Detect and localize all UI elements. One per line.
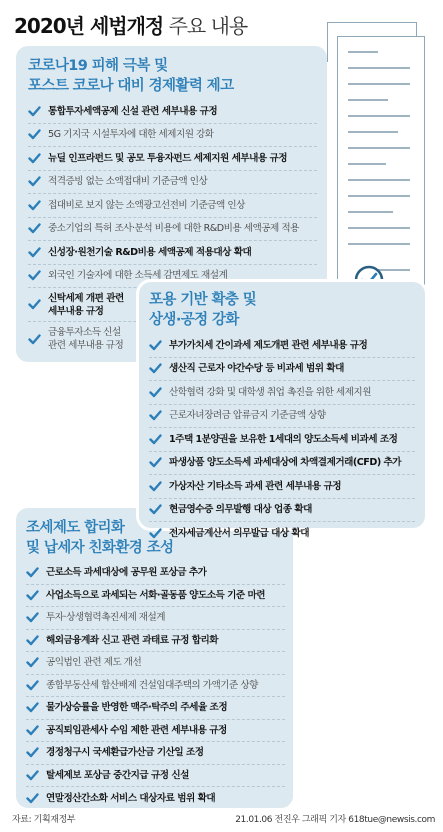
list-item-text: 전자세금계산서 의무발급 대상 확대 [169,528,310,540]
item-list [149,334,415,546]
check-icon [28,223,41,234]
list-item-text-line: 관련 세부내용 규정 [48,340,124,351]
item-list [26,562,285,810]
check-icon [149,363,162,374]
check-icon [149,340,162,351]
list-item-text: 종합부동산세 합산배제 건설임대주택의 가액기준 상향 [46,679,258,691]
title-main: 2020년 세법개정 [14,14,164,38]
list-item-text: 파생상품 양도소득세 과세대상에 차액결제거래(CFD) 추가 [169,457,402,469]
check-icon [26,590,39,601]
check-icon [149,434,162,445]
list-item-text: 부가가치세 간이과세 제도개편 관련 세부내용 규정 [169,339,368,351]
list-item-text: 외국인 기술자에 대한 소득세 감면제도 재설계 [48,270,228,282]
list-item [28,124,317,148]
list-item-text: 공익법인 관련 제도 개선 [46,657,142,669]
check-icon [28,334,41,345]
list-item [149,381,415,405]
list-item [149,405,415,429]
check-icon [26,725,39,736]
list-item [26,675,285,698]
check-icon [26,680,39,691]
check-icon [149,387,162,398]
list-item-text: 경정청구시 국세환급가산금 기산일 조정 [46,747,204,759]
check-icon [28,153,41,164]
check-icon [149,457,162,468]
check-icon [26,747,39,758]
list-item-text-line: 세부내용 규정 [48,305,104,317]
list-item [26,630,285,653]
list-item-text: 물가상승률을 반영한 맥주·탁주의 주세율 조정 [46,702,228,714]
check-icon [28,299,41,310]
list-item-text: 해외금융계좌 신고 관련 과태료 규정 합리화 [46,634,219,646]
list-item [149,522,415,546]
check-icon [149,410,162,421]
list-item-text-line: 금융투자소득 신설 [48,327,121,338]
check-icon [28,270,41,281]
list-item-text: 가상자산 기타소득 과세 관련 세부내용 규정 [169,480,342,492]
list-item-text-line: 신탁세제 개편 관련 [48,292,124,304]
list-item [26,607,285,630]
check-icon [26,612,39,623]
list-item [26,787,285,810]
list-item-text: 연말정산간소화 서비스 대상자료 범위 확대 [46,792,216,804]
check-icon [28,106,41,117]
list-item [26,585,285,608]
panel-inclusive-growth [139,282,425,540]
list-item [26,765,285,788]
list-item-text: 산학협력 강화 및 대학생 취업 촉진을 위한 세제지원 [169,386,371,398]
panel-heading-line: 코로나19 피해 극복 및 [28,58,168,74]
source-note: 자료: 기획재정부 [12,815,76,825]
list-item-text: 통합투자세액공제 신설 관련 세부내용 규정 [48,105,218,117]
title-sub: 주요 내용 [163,14,248,38]
check-icon [26,635,39,646]
list-item [26,562,285,585]
list-item-text: 현금영수증 의무발행 대상 업종 확대 [169,504,312,516]
list-item-text: 공직퇴임관세사 수임 제한 관련 세부내용 규정 [46,724,227,736]
list-item [149,499,415,523]
list-item [28,171,317,195]
list-item-text: 탈세제보 포상금 중간지급 규정 신설 [46,769,189,781]
list-item [28,147,317,171]
list-item-text: 근로소득 과세대상에 공무원 포상금 추가 [46,567,207,579]
panel-heading-line: 상생·공정 강화 [149,312,239,328]
list-item-text: 접대비로 보지 않는 소액광고선전비 기준금액 인상 [48,199,245,211]
list-item [28,241,317,265]
panel-heading [28,56,317,96]
list-item [26,697,285,720]
panel-tax-rationalization [16,508,293,808]
list-item [28,100,317,124]
check-icon [28,200,41,211]
panel-heading [149,290,415,330]
check-icon [149,528,162,539]
list-item [149,475,415,499]
list-item-text: 뉴딜 인프라펀드 및 공모 투융자펀드 세제지원 세부내용 규정 [48,152,288,164]
check-icon [26,770,39,781]
list-item-text: 1주택 1분양권을 보유한 1세대의 양도소득세 비과세 조정 [169,433,398,445]
list-item-text: 중소기업의 특허 조사·분석 비용에 대한 R&D비용 세액공제 적용 [48,223,299,235]
list-item [149,428,415,452]
list-item-text: 생산직 근로자 야간수당 등 비과세 범위 확대 [169,363,344,375]
credit-note: 21.01.06 전진우 그래픽 기자 618tue@newsis.com [235,815,435,825]
list-item [26,742,285,765]
check-icon [149,504,162,515]
list-item-text: 사업소득으로 과세되는 서화·골동품 양도소득 기준 마련 [46,589,265,601]
check-icon [26,793,39,804]
panel-heading-line: 조세제도 합리화 [26,520,125,536]
list-item-text: 신성장·원천기술 R&D비용 세액공제 적용대상 확대 [48,246,252,258]
list-item-text [48,326,123,352]
check-icon [28,176,41,187]
list-item-text [48,292,124,318]
list-item [26,720,285,743]
list-item [26,652,285,675]
list-item-text: 투자·상생협력촉진세제 재설계 [46,612,166,624]
check-icon [26,567,39,578]
check-icon [26,702,39,713]
check-icon [149,481,162,492]
list-item-text: 근로자녀장려금 압류금지 기준금액 상향 [169,410,326,422]
page-title [14,10,247,39]
list-item-text: 적격증빙 없는 소액접대비 기준금액 인상 [48,176,208,188]
panel-heading-line: 및 납세자 친화환경 조성 [26,540,174,556]
check-icon [28,129,41,140]
list-item [28,194,317,218]
check-icon [28,247,41,258]
panel-heading-line: 포스트 코로나 대비 경제활력 제고 [28,78,234,94]
list-item-text: 5G 기지국 시설투자에 대한 세제지원 강화 [48,129,214,141]
check-icon [26,657,39,668]
panel-heading-line: 포용 기반 확충 및 [149,292,257,308]
list-item [149,358,415,382]
list-item [28,218,317,242]
list-item [149,334,415,358]
list-item [149,452,415,476]
